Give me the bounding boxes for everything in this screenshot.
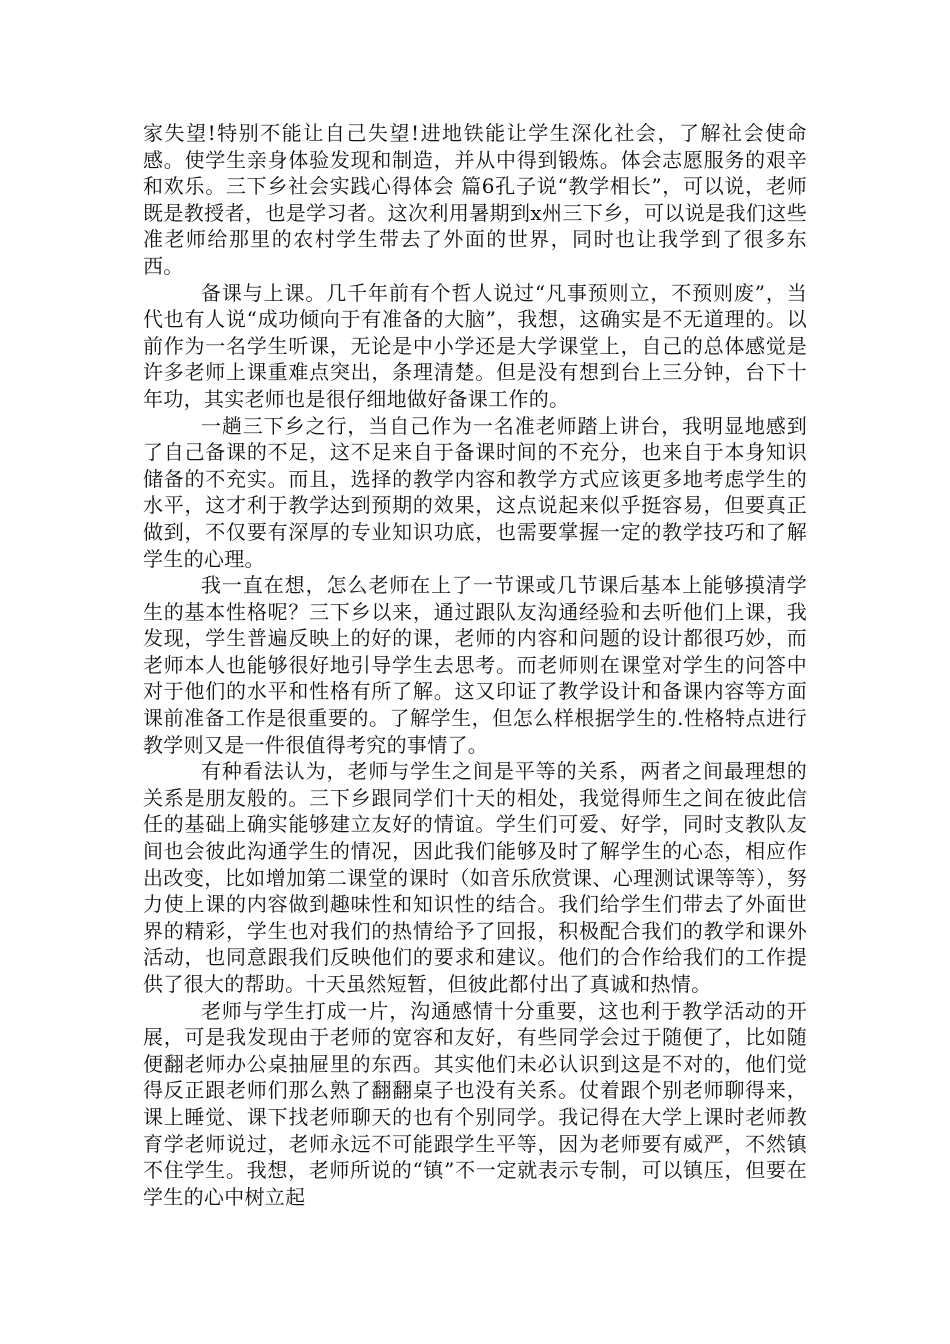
paragraph-3: 一趟三下乡之行，当自己作为一名准老师踏上讲台，我明显地感到了自己备课的不足，这不足来自于备课时间的不充分，也来自于本身知识储备的不充实。而且，选择的教学内容和教学方式应该更多地考虑学生的水平，这才利于教学达到预期的效果，这点说起来似乎挺容易，但要真正做到，不仅要有深厚的专业知识功底，也需要掌握一定的教学技巧和了解学生的心理。 [143,413,807,571]
paragraph-2: 备课与上课。几千年前有个哲人说过“凡事预则立，不预则废”，当代也有人说“成功倾向于有准备的大脑”，我想，这确实是不无道理的。以前作为一名学生听课，无论是中小学还是大学课堂上，自己的总体感觉是许多老师上课重难点突出，条理清楚。但是没有想到台上三分钟，台下十年功，其实老师也是很仔细地做好备课工作的。 [143,280,807,411]
paragraph-6: 老师与学生打成一片，沟通感情十分重要，这也利于教学活动的开展，可是我发现由于老师的宽容和友好，有些同学会过于随便了，比如随便翻老师办公桌抽屉里的东西。其实他们未必认识到这是不对的，他们觉得反正跟老师们那么熟了翻翻桌子也没有关系。仗着跟个别老师聊得来，课上睡觉、课下找老师聊天的也有个别同学。我记得在大学上课时老师教育学老师说过，老师永远不可能跟学生平等，因为老师要有威严，不然镇不住学生。我想，老师所说的“镇”不一定就表示专制，可以镇压，但要在学生的心中树立起 [143,998,807,1209]
paragraph-5: 有种看法认为，老师与学生之间是平等的关系，两者之间最理想的关系是朋友般的。三下乡跟同学们十天的相处，我觉得师生之间在彼此信任的基础上确实能够建立友好的情谊。学生们可爱、好学，同时支教队友间也会彼此沟通学生的情况，因此我们能够及时了解学生的心态，相应作出改变，比如增加第二课堂的课时（如音乐欣赏课、心理测试课等等），努力使上课的内容做到趣味性和知识性的结合。我们给学生们带去了外面世界的精彩，学生也对我们的热情给予了回报，积极配合我们的教学和课外活动，也同意跟我们反映他们的要求和建议。他们的合作给我们的工作提供了很大的帮助。十天虽然短暂，但彼此都付出了真诚和热情。 [143,759,807,996]
paragraph-4: 我一直在想，怎么老师在上了一节课或几节课后基本上能够摸清学生的基本性格呢？三下乡以来，通过跟队友沟通经验和去听他们上课，我发现，学生普遍反映上的好的课，老师的内容和问题的设计都很巧妙，而老师本人也能够很好地引导学生去思考。而老师则在课堂对学生的问答中对于他们的水平和性格有所了解。这又印证了教学设计和备课内容等方面课前准备工作是很重要的。了解学生，但怎么样根据学生的.性格特点进行教学则又是一件很值得考究的事情了。 [143,573,807,757]
paragraph-1: 家失望!特别不能让自己失望!进地铁能让学生深化社会，了解社会使命感。使学生亲身体验发现和制造，并从中得到锻炼。体会志愿服务的艰辛和欢乐。三下乡社会实践心得体会 篇6孔子说“教学相长”，可以说，老师既是教授者，也是学习者。这次利用暑期到x州三下乡，可以说是我们这些准老师给那里的农村学生带去了外面的世界，同时也让我学到了很多东西。 [143,121,807,278]
document-body [143,120,807,1210]
